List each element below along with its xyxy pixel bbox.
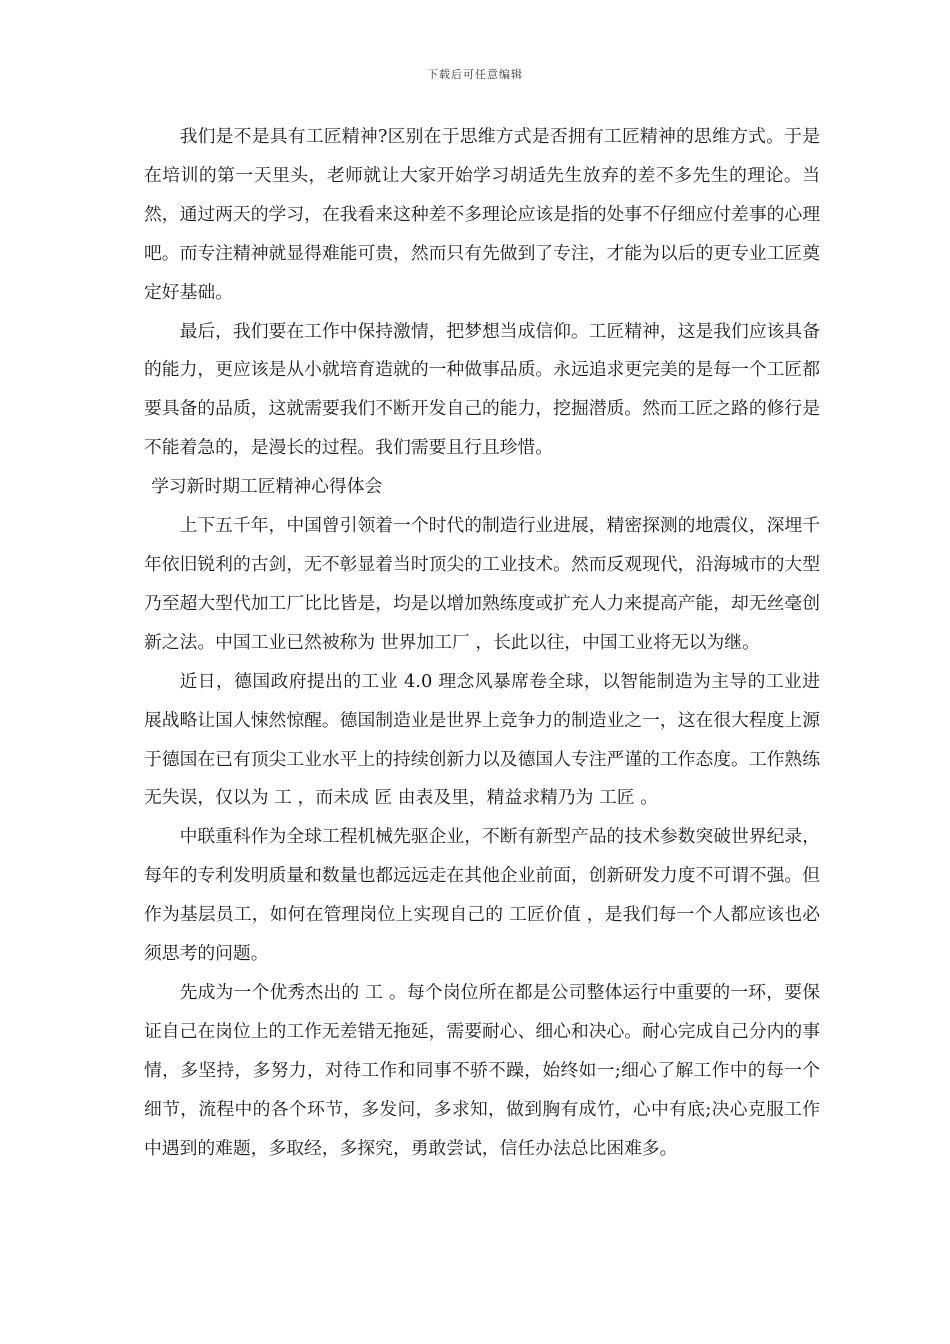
paragraph-craftsman-thinking: 我们是不是具有工匠精神?区别在于思维方式是否拥有工匠精神的思维方式。于是在培训的第一天里头，老师就让大家开始学习胡适先生放弃的差不多先生的理论。当然，通过两天的学习，在我看来这种差不多理论应该是指的处事不仔细应付差事的心理吧。而专注精神就显得难能可贵，然而只有先做到了专注，才能为以后的更专业工匠奠定好基础。 (144, 126, 820, 303)
paragraph-industry-4: 近日，德国政府提出的工业 4.0 理念风暴席卷全球，以智能制造为主导的工业进展战略让国人悚然惊醒。德国制造业是世界上竞争力的制造业之一，这在很大程度上源于德国在已有顶尖工业水平上的持续创新力以及德国人专注严谨的工作态度。工作熟练无失误，仅以为 工 ，而未成 匠 由表及里，精益求精乃为 工匠 。 (144, 670, 820, 809)
document-body (144, 118, 820, 1168)
page-header: 下载后可任意编辑 (427, 68, 523, 81)
paragraph-excellent-worker: 先成为一个优秀杰出的 工 。每个岗位所在都是公司整体运行中重要的一环，要保证自己在岗位上的工作无差错无拖延，需要耐心、细心和决心。耐心完成自己分内的事情，多坚持，多努力，对待工作和同事不骄不躁，始终如一;细心了解工作中的每一个细节，流程中的各个环节，多发问，多求知，做到胸有成竹，心中有底;决心克服工作中遇到的难题，多取经，多探究，勇敢尝试，信任办法总比困难多。 (144, 981, 820, 1159)
paragraph-china-history: 上下五千年，中国曾引领着一个时代的制造行业进展，精密探测的地震仪，深埋千年依旧锐利的古剑，无不彰显着当时顶尖的工业技术。然而反观现代，沿海城市的大型乃至超大型代加工厂比比皆是，均是以增加熟练度或扩充人力来提高产能，却无丝毫创新之法。中国工业已然被称为 世界加工厂 ，长此以往，中国工业将无以为继。 (144, 515, 820, 653)
section-title: 学习新时期工匠精神心得体会 (151, 476, 383, 498)
paragraph-zoomlion: 中联重科作为全球工程机械先驱企业，不断有新型产品的技术参数突破世界纪录，每年的专利发明质量和数量也都远远走在其他企业前面，创新研发力度不可谓不强。但作为基层员工，如何在管理岗位上实现自己的 工匠价值 ，是我们每一个人都应该也必须思考的问题。 (144, 826, 820, 965)
paragraph-passion-belief: 最后，我们要在工作中保持激情，把梦想当成信仰。工匠精神，这是我们应该具备的能力，更应该是从小就培育造就的一种做事品质。永远追求更完美的是每一个工匠都要具备的品质，这就需要我们不断开发自己的能力，挖掘潜质。然而工匠之路的修行是不能着急的，是漫长的过程。我们需要且行且珍惜。 (144, 320, 820, 459)
